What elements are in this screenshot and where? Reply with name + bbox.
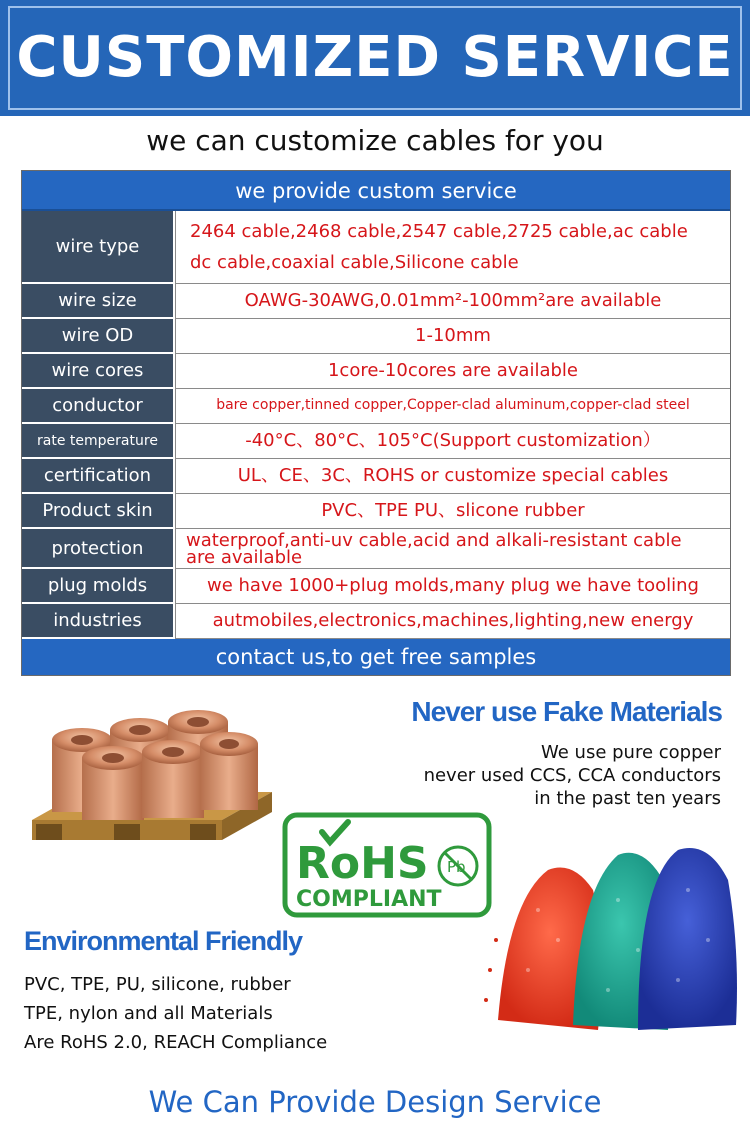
banner-frame [8, 6, 742, 110]
rohs-symbol: Pb [447, 858, 466, 876]
spec-row-industries [22, 604, 730, 639]
spec-value [175, 529, 730, 569]
spec-value: bare copper,tinned copper,Copper-clad aluminum,copper-clad steel [175, 389, 730, 424]
environmental-text [24, 970, 444, 1057]
table-footer-bar: contact us,to get free samples [22, 639, 730, 675]
spec-value: we have 1000+plug molds,many plug we have tooling [175, 569, 730, 604]
spec-value: OAWG-30AWG,0.01mm²-100mm²are available [175, 284, 730, 319]
environmental-line: Are RoHS 2.0, REACH Compliance [24, 1032, 328, 1053]
design-service-slogan: We Can Provide Design Service [148, 1085, 602, 1119]
spec-value: UL、CE、3C、ROHS or customize special cables [175, 459, 730, 494]
spec-row-product-skin [22, 494, 730, 529]
never-fake-heading: Never use Fake Materials [411, 696, 722, 727]
table-header-bar: we provide custom service [22, 171, 730, 211]
spec-value [175, 211, 730, 284]
spec-row-certification [22, 459, 730, 494]
environmental-line: TPE, nylon and all Materials [24, 1003, 273, 1024]
copper-coils-image [22, 700, 284, 868]
spec-value-line: dc cable,coaxial cable,Silicone cable [190, 252, 519, 273]
environmental-heading: Environmental Friendly [24, 926, 303, 956]
rohs-sub-text: COMPLIANT [296, 887, 442, 912]
spec-value-line: 2464 cable,2468 cable,2547 cable,2725 cable,ac cable [190, 221, 688, 242]
spec-row-wire-type [22, 211, 730, 284]
spec-row-wire-cores [22, 354, 730, 389]
plastic-pellets-image [478, 820, 740, 1035]
spec-value-line: waterproof,anti-uv cable,acid and alkali-resistant cable [186, 529, 682, 551]
spec-value: -40°C、80°C、105°C(Support customization） [175, 424, 730, 459]
spec-value: PVC、TPE PU、slicone rubber [175, 494, 730, 529]
spec-label: certification [22, 459, 173, 494]
header-banner [0, 0, 750, 116]
spec-value: autmobiles,electronics,machines,lighting,new energy [175, 604, 730, 639]
spec-label: wire OD [22, 319, 173, 354]
never-fake-line: in the past ten years [534, 788, 721, 809]
spec-value-line: are available [186, 546, 303, 568]
spec-value: 1core-10cores are available [175, 354, 730, 389]
rohs-compliant-badge [282, 812, 492, 918]
subtitle: we can customize cables for you [146, 124, 604, 157]
never-fake-line: never used CCS, CCA conductors [423, 765, 721, 786]
spec-label: conductor [22, 389, 173, 424]
never-fake-text [361, 741, 721, 810]
spec-label: industries [22, 604, 173, 639]
spec-row-wire-od [22, 319, 730, 354]
spec-label: wire size [22, 284, 173, 319]
spec-label: Product skin [22, 494, 173, 529]
spec-label: rate temperature [22, 424, 173, 459]
spec-label: wire cores [22, 354, 173, 389]
spec-table [21, 170, 731, 676]
banner-title: CUSTOMIZED SERVICE [16, 25, 734, 90]
spec-label: wire type [22, 211, 173, 284]
never-fake-line: We use pure copper [541, 742, 721, 763]
spec-row-plug-molds [22, 569, 730, 604]
spec-label: protection [22, 529, 173, 569]
spec-value: 1-10mm [175, 319, 730, 354]
spec-row-wire-size [22, 284, 730, 319]
spec-row-protection [22, 529, 730, 569]
spec-row-rate-temperature [22, 424, 730, 459]
environmental-line: PVC, TPE, PU, silicone, rubber [24, 974, 291, 995]
rohs-main-text: RoHS [296, 838, 429, 889]
spec-label: plug molds [22, 569, 173, 604]
spec-row-conductor [22, 389, 730, 424]
